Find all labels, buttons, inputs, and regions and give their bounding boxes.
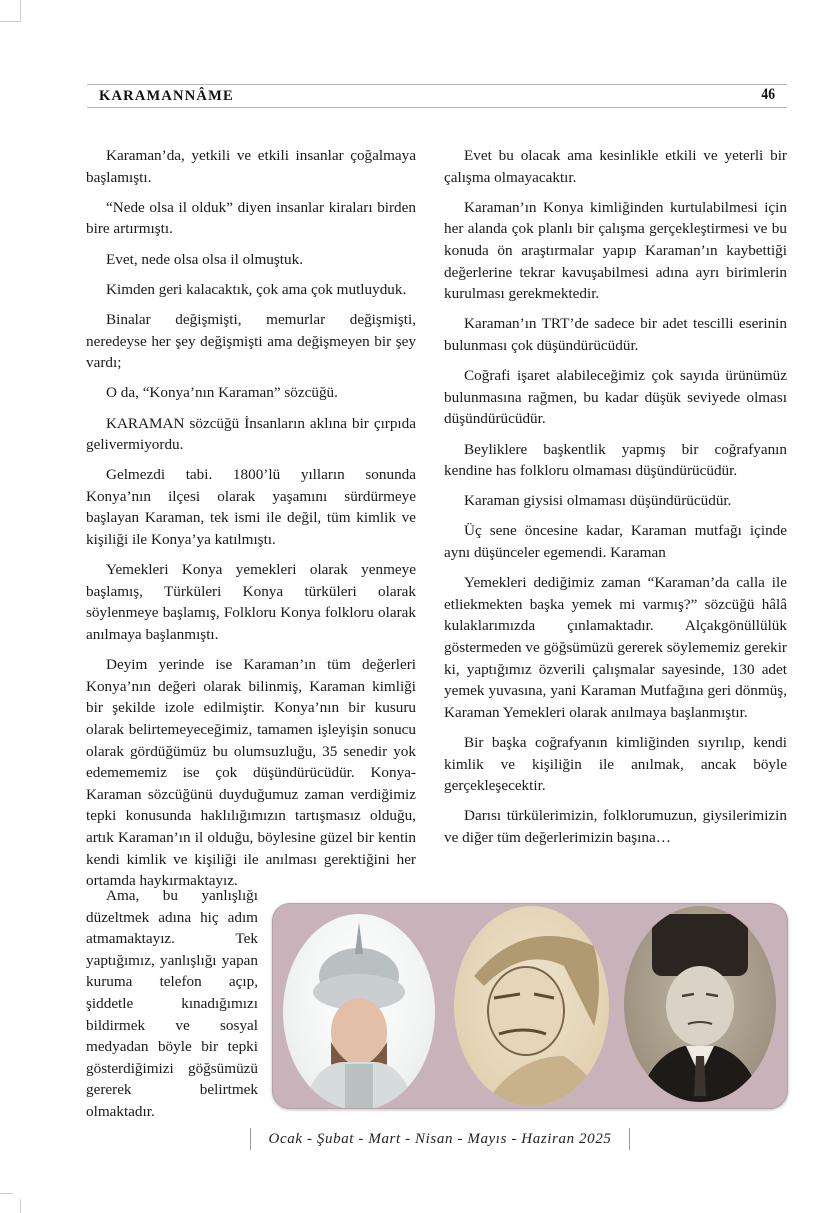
- paragraph: Beyliklere başkentlik yapmış bir coğrafyanın kendine has folkloru olmaması düşündürücüdür.: [444, 440, 787, 480]
- paragraph: Deyim yerinde ise Karaman’ın tüm değerleri Konya’nın değeri olarak bilinmiş, Karaman kimliği bir şekilde izole edilmiştir. Konya’nın bir kusuru olarak belirtemeyeceğimiz, tamamen işleyişin sonucu olarak gördüğümüz bu olumsuzluğu, 35 senedir yok edemememiz ise çok düşündürücüdür. Konya-Karaman sözcüğünü duyduğumuz zaman verdiğimiz tepki konusunda haklılığımızın tartışmasız olduğu, artık Karaman’ın il olduğu, böylesine güzel bir kentin kendi kimlik ve kişiliği ile anılması gerektiğini her ortamda haykırmaktayız.: [86, 656, 416, 890]
- portraits-figure: [272, 903, 788, 1109]
- paragraph: Karaman’ın TRT’de sadece bir adet tescilli eserinin bulunması çok düşündürücüdür.: [444, 315, 787, 354]
- issue-dates: Ocak - Şubat - Mart - Nisan - Mayıs - Haziran 2025: [268, 1131, 612, 1147]
- paragraph: Binalar değişmişti, memurlar değişmişti, neredeyse her şey değişmişti ama değişmeyen bir şey vardı;: [86, 310, 416, 372]
- paragraph: Evet, nede olsa olsa il olmuştuk.: [106, 250, 303, 268]
- running-header: [87, 84, 787, 108]
- magazine-title: KARAMANNÂME: [99, 88, 234, 104]
- paragraph: Kimden geri kalacaktık, çok ama çok mutluyduk.: [106, 280, 407, 298]
- crop-mark: [0, 1193, 13, 1194]
- portrait-photo-figure: [624, 906, 776, 1102]
- paragraph: Üç sene öncesine kadar, Karaman mutfağı içinde aynı düşünceler egemendi. Karaman: [444, 522, 787, 562]
- issue-footer: [250, 1128, 630, 1150]
- paragraph: “Nede olsa il olduk” diyen insanlar kiraları birden bire artırmıştı.: [86, 198, 416, 238]
- portrait-sketch-figure: [454, 906, 609, 1106]
- paragraph: Karaman’ın Konya kimliğinden kurtulabilmesi için her alanda çok planlı bir çalışma gerçekleştirmesi ve bu konuda ön araştırmalar yapıp Karaman’ın kaybettiği değerlerine tekrar kavuşabilmesi adına ayrı birimlerin kurulması gerekmektedir.: [444, 198, 787, 303]
- paragraph: Karaman giysisi olmaması düşündürücüdür.: [464, 492, 732, 510]
- paragraph: Evet bu olacak ama kesinlikle etkili ve yeterli bir çalışma olmayacaktır.: [444, 147, 787, 186]
- paragraph: KARAMAN sözcüğü İnsanların aklına bir çırpıda gelivermiyordu.: [86, 414, 416, 454]
- paragraph: O da, “Konya’nın Karaman” sözcüğü.: [106, 384, 338, 402]
- crop-mark: [20, 0, 21, 22]
- paragraph: Ama, bu yanlışlığı düzeltmek adına hiç adım atmamaktayız. Tek yaptığımız, yanlışlığı yapan kuruma telefon açıp, şiddetle kınadığımızı bildirmek ve sosyal medyadan böyle bir tepki gösterdiğimizi göğsümüzü gererek belirtmek olmaktadır.: [86, 887, 258, 1120]
- right-text-column: [444, 145, 787, 857]
- paragraph: Yemekleri Konya yemekleri olarak yenmeye başlamış, Türküleri Konya türküleri olarak söylenmeye başlamış, Folkloru Konya folkloru olarak anılmaya başlanmıştı.: [86, 561, 416, 644]
- paragraph: Bir başka coğrafyanın kimliğinden sıyrılıp, kendi kimlik ve kişiliğin ile anılmak, ancak böyle gerçekleşecektir.: [444, 734, 787, 795]
- portrait-helmeted-figure: [283, 914, 435, 1109]
- left-text-column: [86, 145, 416, 900]
- paragraph: Karaman’da, yetkili ve etkili insanlar çoğalmaya başlamıştı.: [86, 147, 416, 186]
- paragraph: Coğrafi işaret alabileceğimiz çok sayıda ürünümüz bulunmasına rağmen, bu kadar düşük seviyede olması düşündürücüdür.: [444, 367, 787, 428]
- crop-mark: [20, 1199, 21, 1213]
- bottom-left-text-column: [86, 885, 258, 1131]
- crop-mark: [0, 21, 20, 22]
- paragraph: Yemekleri dediğimiz zaman “Karaman’da calla ile etliekmekten başka yemek mi varmış?” sözcüğü hâlâ kulaklarımızda çınlamaktadır. Alçakgönüllülük göstermeden ve göğsümüzü gererek söylememiz gerekir ki, yaptığımız özverili çalışmalar sayesinde, 130 adet yemek yuvasına, yani Karaman Mutfağına geri dönmüş, Karaman Yemekleri olarak anılmaya başlanmıştır.: [444, 574, 787, 721]
- paragraph: Gelmezdi tabi. 1800’lü yılların sonunda Konya’nın ilçesi olarak yaşamını sürdürmeye başlayan Karaman, tek ismi ile değil, tüm kimlik ve kişiliği ile Konya’ya katılmıştı.: [86, 466, 416, 549]
- page-number: 46: [761, 86, 775, 103]
- paragraph: Darısı türkülerimizin, folklorumuzun, giysilerimizin ve diğer tüm değerlerimizin başına…: [444, 807, 787, 846]
